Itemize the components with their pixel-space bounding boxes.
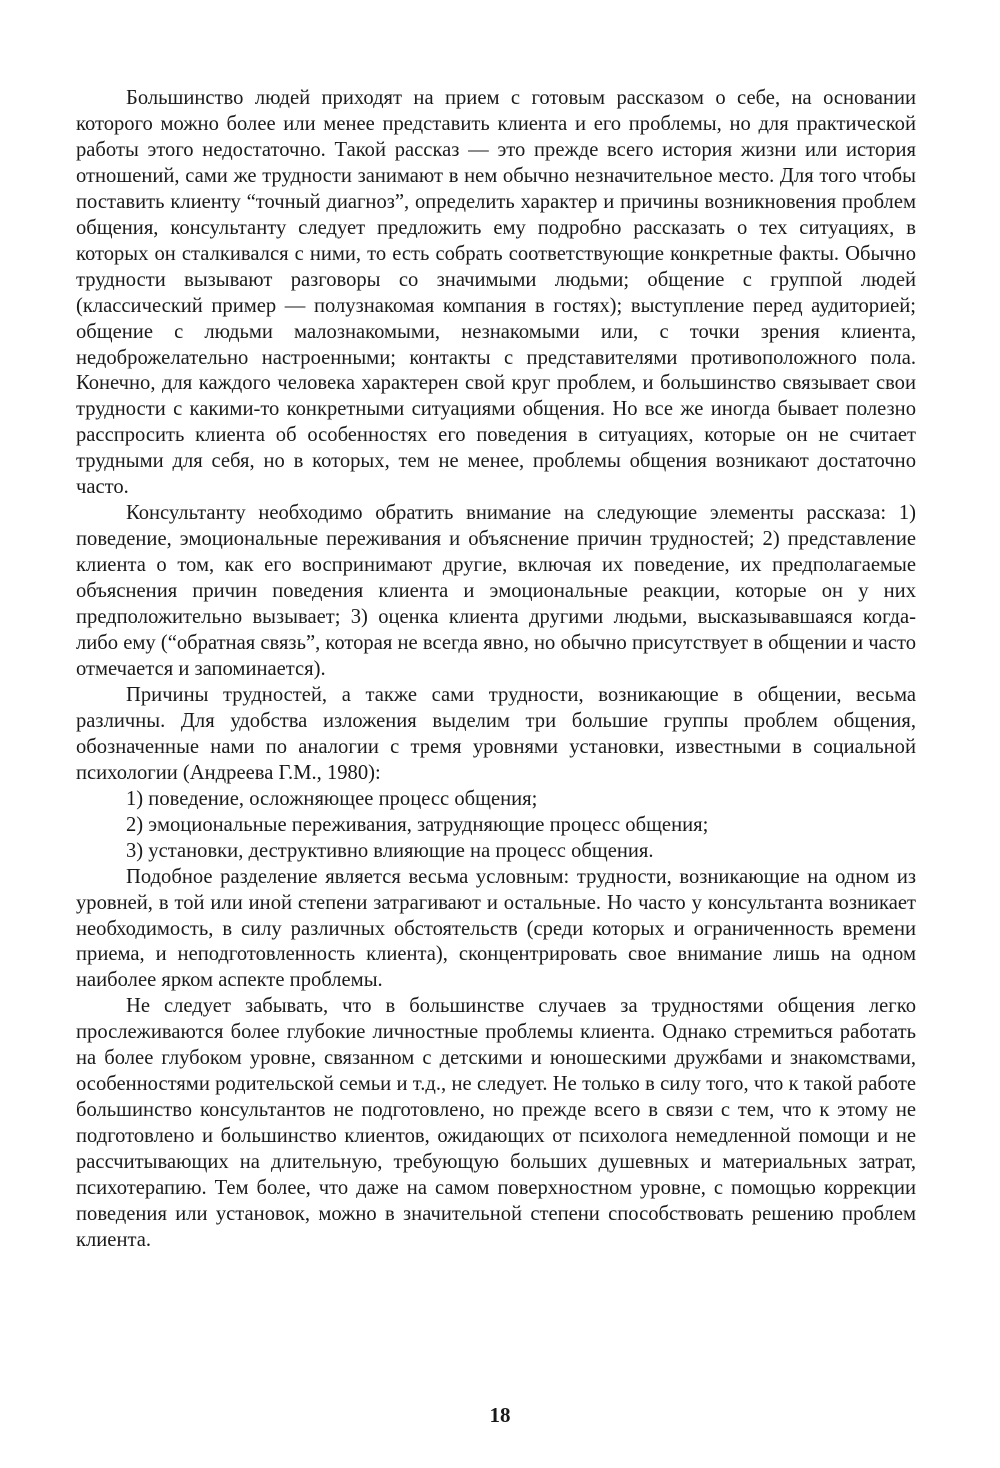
page-number: 18 (489, 1403, 511, 1427)
list-item-2: 2) эмоциональные переживания, затрудняющие процесс общения; (126, 813, 709, 836)
paragraph-2: Консультанту необходимо обратить внимание на следующие элементы рассказа: 1) поведение, эмоциональные переживания и объяснение причин трудностей; 2) представление клиента о том, как его воспринимают другие, включая их поведение, их предполагаемые объяснения причин поведения клиента и эмоциональные реакции, которые он у них предположительно вызывает; 3) оценка клиента другими людьми, высказывавшаяся когда-либо ему (“обратная связь”, которая не всегда явно, но обычно присутствует в общении и часто отмечается и запоминается). (76, 502, 916, 680)
paragraph-5: Не следует забывать, что в большинстве случаев за трудностями общения легко прослеживаются более глубокие личностные проблемы клиента. Однако стремиться работать на более глубоком уровне, связанном с детскими и юношескими дружбами и знакомствами, особенностями родительской семьи и т.д., не следует. Не только в силу того, что к такой работе большинство консультантов не подготовлено, но прежде всего в связи с тем, что к этому не подготовлено и большинство клиентов, ожидающих от психолога немедленной помощи и не рассчитывающих на длительную, требующую больших душевных и материальных затрат, психотерапию. Тем более, что даже на самом поверхностном уровне, с помощью коррекции поведения или установок, можно в значительной степени способствовать решению проблем клиента. (76, 995, 916, 1251)
list-item-3: 3) установки, деструктивно влияющие на процесс общения. (126, 839, 654, 862)
list-item-1: 1) поведение, осложняющее процесс общения; (126, 787, 538, 810)
paragraph-4: Подобное разделение является весьма условным: трудности, возникающие на одном из уровней, в той или иной степени затрагивают и остальные. Но часто у консультанта возникает необходимость, в силу различных обстоятельств (среди которых и ограниченность времени приема, и неподготовленность клиента), сконцентрировать свое внимание лишь на одном наиболее ярком аспекте проблемы. (76, 865, 916, 992)
page-body (76, 86, 916, 1254)
paragraph-3: Причины трудностей, а также сами трудности, возникающие в общении, весьма различны. Для удобства изложения выделим три большие группы проблем общения, обозначенные нами по аналогии с тремя уровнями установки, известными в социальной психологии (Андреева Г.М., 1980): (76, 683, 916, 784)
paragraph-1: Большинство людей приходят на прием с готовым рассказом о себе, на основании которого можно более или менее представить клиента и его проблемы, но для практической работы этого недостаточно. Такой рассказ — это прежде всего история жизни или история отношений, сами же трудности занимают в нем обычно незначительное место. Для того чтобы поставить клиенту “точный диагноз”, определить характер и причины возникновения проблем общения, консультанту следует предложить ему подробно рассказать о тех ситуациях, в которых он сталкивался с ними, то есть собрать соответствующие конкретные факты. Обычно трудности вызывают разговоры со значимыми людьми; общение с группой людей (классический пример — полузнакомая компания в гостях); выступление перед аудиторией; общение с людьми малознакомыми, незнакомыми или, с точки зрения клиента, недоброжелательно настроенными; контакты с представителями противоположного пола. Конечно, для каждого человека характерен свой круг проблем, и большинство связывает свои трудности с какими-то конкретными ситуациями общения. Но все же иногда бывает полезно расспросить клиента об особенностях его поведения в ситуациях, которые он не считает трудными для себя, но в которых, тем не менее, проблемы общения возникают достаточно часто. (76, 87, 916, 499)
